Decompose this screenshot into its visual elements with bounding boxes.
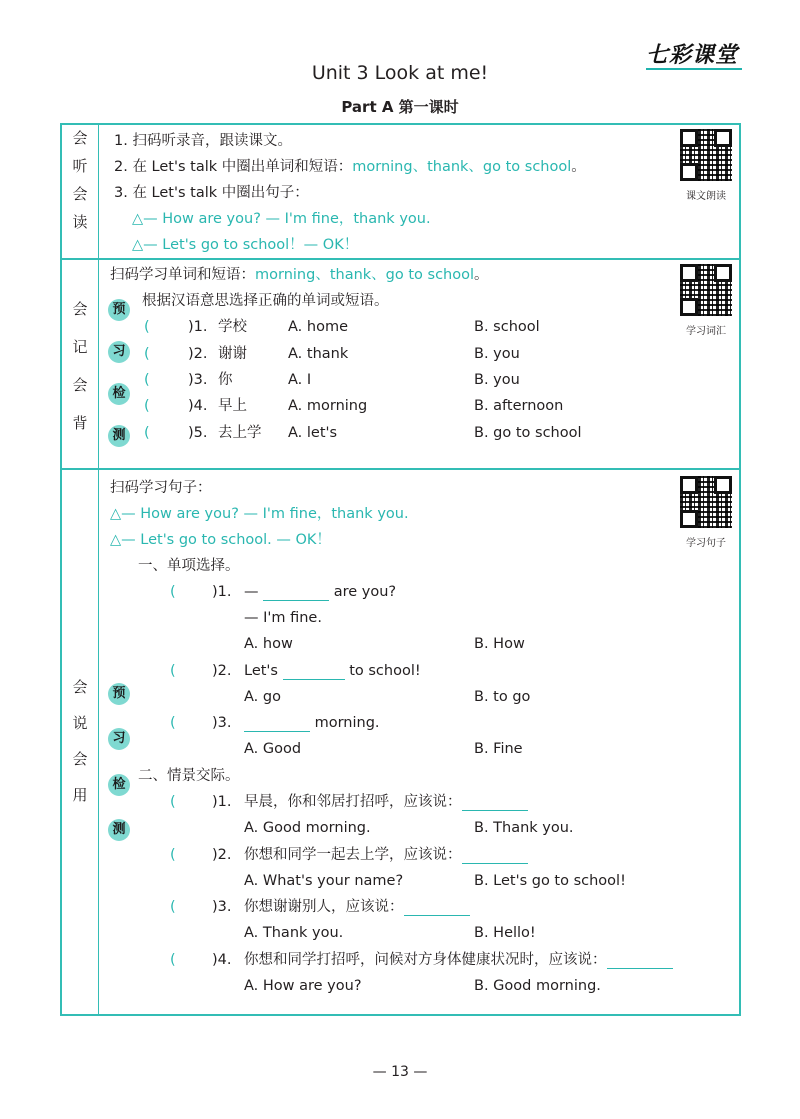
question-text: 你想和同学打招呼，问候对方身体健康状况时，应该说： — [244, 952, 673, 969]
answer-blank[interactable] — [607, 968, 673, 969]
section-divider — [98, 125, 99, 258]
section-divider — [98, 470, 99, 1014]
badge-check: 检 — [108, 774, 130, 796]
option-b: B. Good morning. — [474, 978, 601, 994]
question-text: 早晨，你和邻居打招呼，应该说： — [244, 794, 528, 811]
qr-code-icon[interactable] — [680, 476, 732, 528]
answer-blank[interactable] — [263, 600, 329, 601]
sec3-intro: 扫码学习句子： — [110, 480, 212, 496]
option-a: A. how — [244, 636, 293, 652]
answer-blank[interactable] — [462, 863, 528, 864]
question-number: )2. — [212, 847, 232, 863]
page-subtitle: Part A 第一课时 — [341, 98, 459, 116]
sec1-sentence-2: △— Let's go to school！— OK！ — [132, 237, 359, 253]
option-b: B. Fine — [474, 741, 523, 757]
badge-test: 测 — [108, 425, 130, 447]
sec3-sentence-1: △— How are you? — I'm fine，thank you. — [110, 506, 409, 522]
brand-text: 七彩课堂 — [646, 42, 739, 68]
answer-paren: ( — [170, 794, 176, 810]
qr-label: 学习词汇 — [686, 326, 726, 337]
sec2-instruction: 根据汉语意思选择正确的单词或短语。 — [142, 293, 389, 309]
sec2-intro: 扫码学习单词和短语：morning、thank、go to school。 — [110, 267, 489, 283]
sec1-line-1: 1. 扫码听录音，跟读课文。 — [114, 133, 292, 149]
page-number: — 13 — — [372, 1064, 428, 1080]
option-a: A. Thank you. — [244, 925, 344, 941]
question-text: 你想和同学一起去上学，应该说： — [244, 847, 528, 864]
side-label: 会 记 会 背 — [72, 300, 88, 432]
answer-blank[interactable] — [283, 679, 345, 680]
answer-paren: ( — [170, 899, 176, 915]
sec3-sentence-2: △— Let's go to school. — OK！ — [110, 532, 331, 548]
side-label: 会 听 会 读 — [72, 129, 88, 231]
badge-practice: 习 — [108, 341, 130, 363]
answer-paren: ( — [170, 952, 176, 968]
question-text: morning. — [244, 715, 380, 732]
answer-paren: ( — [170, 847, 176, 863]
option-a: A. Good morning. — [244, 820, 371, 836]
answer-blank[interactable] — [244, 731, 310, 732]
option-a: A. How are you? — [244, 978, 362, 994]
question-number: )2. — [212, 663, 232, 679]
option-b: B. Let's go to school! — [474, 873, 626, 889]
sec1-line-2: 2. 在 Let's talk 中圈出单词和短语：morning、thank、go to school。 — [114, 159, 586, 175]
question-text: Let's to school! — [244, 663, 421, 679]
section-divider — [98, 260, 99, 468]
question-number: )3. — [212, 899, 232, 915]
qr-code-icon[interactable] — [680, 129, 732, 181]
qr-label: 学习句子 — [686, 538, 726, 549]
option-b: B. Hello! — [474, 925, 536, 941]
sec1-line-3: 3. 在 Let's talk 中圈出句子： — [114, 185, 309, 201]
answer-paren: ( — [170, 663, 176, 679]
section-listen-read — [60, 123, 741, 260]
answer-paren: ( — [170, 584, 176, 600]
option-a: A. Good — [244, 741, 302, 757]
qr-code-icon[interactable] — [680, 264, 732, 316]
side-label: 会 说 会 用 — [72, 678, 88, 804]
question-number: )3. — [212, 715, 232, 731]
option-b: B. Thank you. — [474, 820, 574, 836]
question-text: 你想谢谢别人，应该说： — [244, 899, 470, 916]
page-title: Unit 3 Look at me! — [311, 62, 489, 84]
question-number: )1. — [212, 794, 232, 810]
option-b: B. to go — [474, 689, 531, 705]
section-speak-use — [60, 468, 741, 1016]
option-a: A. go — [244, 689, 281, 705]
question-reply: — I'm fine. — [244, 610, 322, 626]
part-heading-1: 一、单项选择。 — [138, 558, 240, 574]
option-a: A. What's your name? — [244, 873, 404, 889]
answer-blank[interactable] — [404, 915, 470, 916]
qr-label: 课文朗读 — [686, 191, 726, 202]
question-text: — are you? — [244, 584, 397, 600]
section-memorize: 会 记 会 背 扫码学习单词和短语：morning、thank、go to school。 预 习 检 测 根据汉语意思选择正确的单词或短语。 ( )1. 学校 A. home B. school ( )2. 谢谢 A. thank B. you ( )3. 你 A. I B. you ( )4. 早上 A. morning B. afternoon ( )5. 去上学 A. let's B. go to school 学习词汇 — [60, 258, 741, 470]
sec1-sentence-1: △— How are you? — I'm fine，thank you. — [132, 211, 431, 227]
answer-blank[interactable] — [462, 810, 528, 811]
answer-paren: ( — [170, 715, 176, 731]
option-b: B. How — [474, 636, 525, 652]
part-heading-2: 二、情景交际。 — [138, 768, 240, 784]
question-number: )4. — [212, 952, 232, 968]
badge-preview: 预 — [108, 683, 130, 705]
badge-preview: 预 — [108, 299, 130, 321]
badge-practice: 习 — [108, 728, 130, 750]
badge-check: 检 — [108, 383, 130, 405]
badge-test: 测 — [108, 819, 130, 841]
question-number: )1. — [212, 584, 232, 600]
